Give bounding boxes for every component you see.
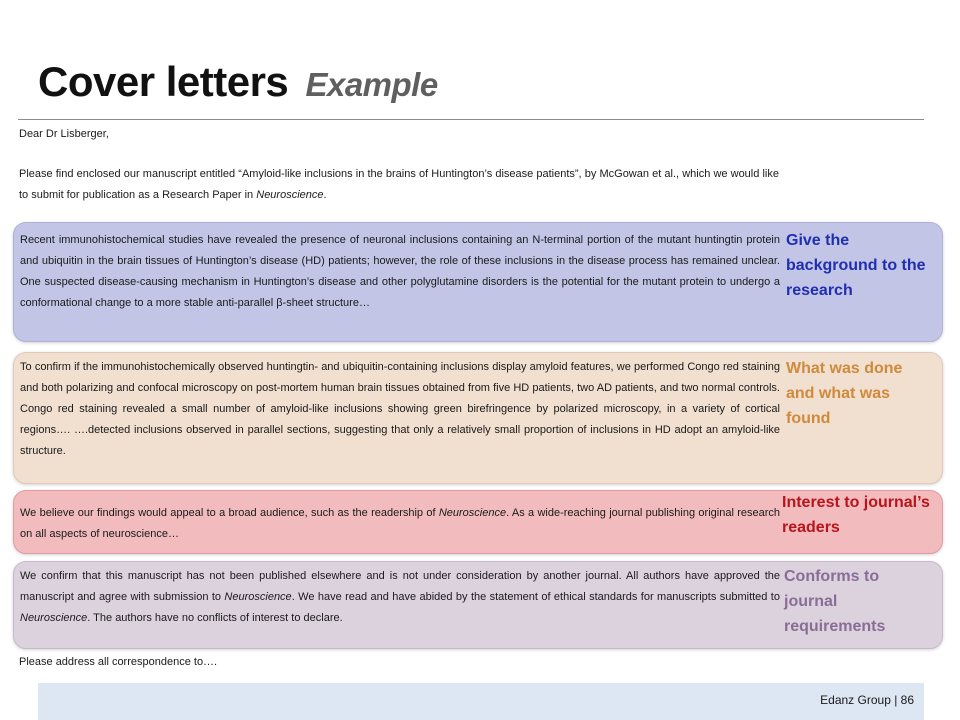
- interest-paragraph: [20, 503, 780, 545]
- journal-name: Neuroscience: [438, 507, 507, 519]
- intro-paragraph: [19, 164, 779, 206]
- slide-title: [38, 58, 438, 106]
- requirements-label: Conforms to journal requirements: [784, 568, 886, 635]
- interest-text-b: . As a wide-reaching journal publishing original research on all aspects of neuroscience…: [20, 507, 780, 540]
- interest-text-a: We believe our findings would appeal to a broad audience, such as the readership of: [20, 507, 439, 519]
- background-label: Give the background to the research: [786, 232, 926, 299]
- requirements-paragraph: [20, 566, 780, 629]
- background-paragraph: Recent immunohistochemical studies have revealed the presence of neuronal inclusions containing an N-terminal portion of the mutant huntingtin protein and ubiquitin in the brain tissues of Huntington’s disease (HD) patients; however, the role of these inclusions in the disease process has remained unclear. One suspected disease-causing mechanism in Huntington’s disease and other polyglutamine disorders is the potential for the mutant protein to undergo a conformational change to a more stable anti-parallel β-sheet structure…: [20, 234, 780, 309]
- requirements-text-c: . The authors have no conflicts of interest to declare.: [87, 612, 343, 624]
- methods-results-label: What was done and what was found: [786, 360, 903, 427]
- salutation: Dear Dr Lisberger,: [19, 128, 109, 140]
- journal-name: Neuroscience: [20, 612, 88, 624]
- journal-name: Neuroscience: [256, 189, 324, 201]
- methods-results-paragraph: To confirm if the immunohistochemically observed huntingtin- and ubiquitin-containing inclusions display amyloid features, we performed Congo red staining and both polarizing and confocal microscopy on post-mortem human brain tissues obtained from five HD patients, two AD patients, and two normal controls. Congo red staining revealed a small number of amyloid-like inclusions showing green birefringence by polarized microscopy, in a variety of cortical regions…. ….detected inclusions observed in parallel sections, suggesting that only a relatively small proportion of inclusions in HD adopt an amyloid-like structure.: [20, 361, 780, 457]
- requirements-text-a: We confirm that this manuscript has not been published elsewhere and is not under consideration by another journal. All authors have approved the manuscript and agree with submission to: [20, 570, 780, 603]
- footer-text: Edanz Group | 86: [820, 693, 914, 707]
- closing-line: Please address all correspondence to….: [19, 656, 218, 668]
- slide-title-main: Cover letters: [38, 58, 289, 105]
- requirements-text-b: . We have read and have abided by the statement of ethical standards for manuscripts submitted to: [291, 591, 780, 603]
- slide-title-suffix: Example: [305, 66, 438, 103]
- footer-bar: [38, 683, 924, 720]
- journal-name: Neuroscience: [224, 591, 292, 603]
- intro-text: Please find enclosed our manuscript entitled “Amyloid-like inclusions in the brains of Huntington’s disease patients”, by McGowan et al., which we would like to submit for publication as a Research Paper in: [19, 168, 779, 201]
- intro-end: .: [323, 189, 327, 201]
- interest-label: Interest to journal’s readers: [782, 494, 930, 536]
- title-divider: [18, 119, 924, 120]
